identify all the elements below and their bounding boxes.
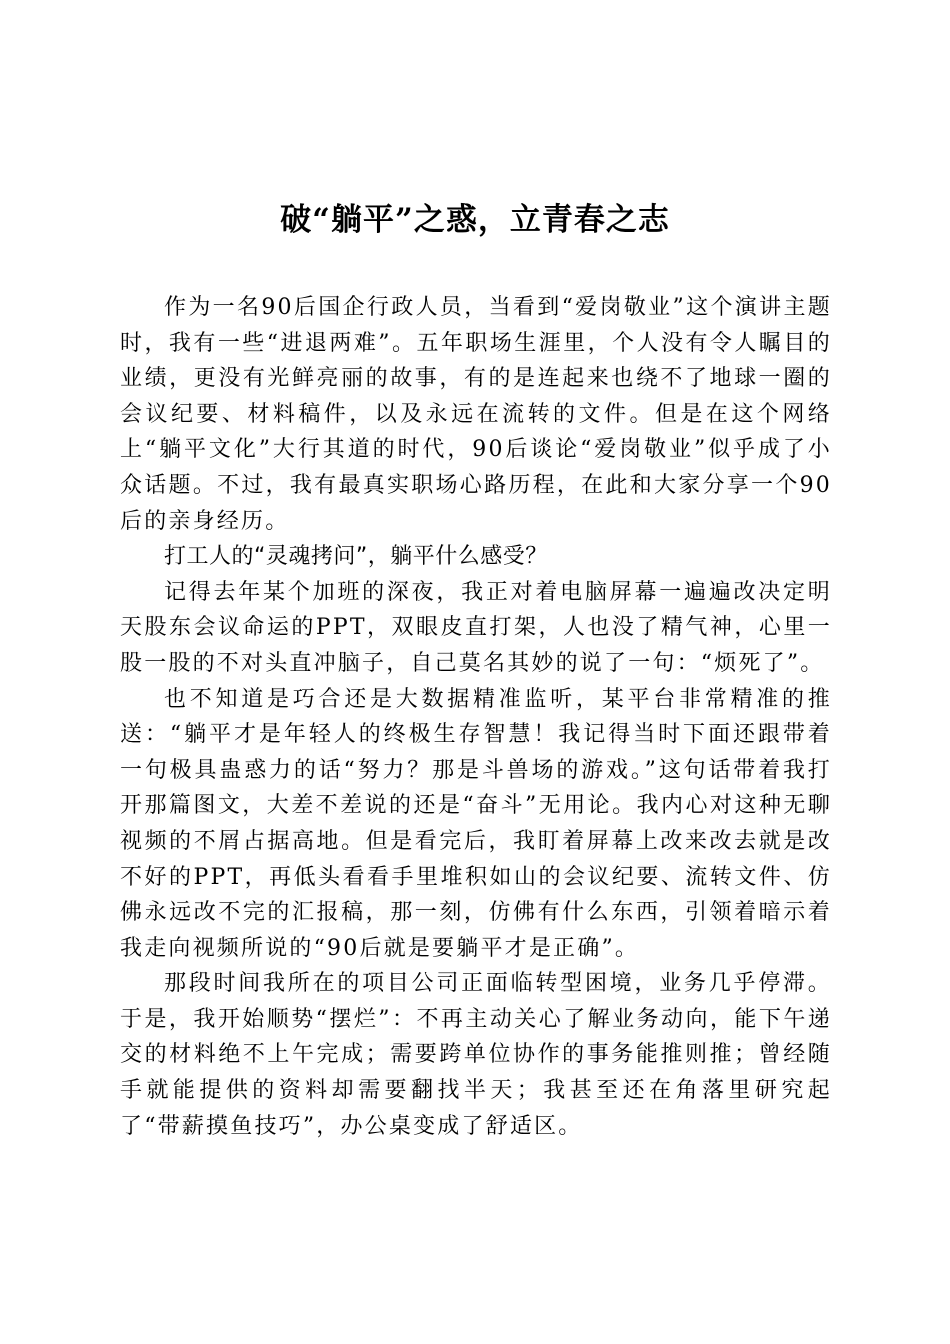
document-title: 破“躺平”之惑，立青春之志 [280,202,670,238]
paragraph-intro: 作为一名90后国企行政人员，当看到“爱岗敬业”这个演讲主题时，我有一些“进退两难”。五年职场生涯里，个人没有令人瞩目的业绩，更没有光鲜亮丽的故事，有的是连起来也绕不了地球一圈的会议纪要、材料稿件，以及永远在流转的文件。但是在这个网络上“躺平文化”大行其道的时代，90后谈论“爱岗敬业”似乎成了小众话题。不过，我有最真实职场心路历程，在此和大家分享一个90后的亲身经历。 [120,295,832,534]
paragraph-platform-push: 也不知道是巧合还是大数据精准监听，某平台非常精准的推送：“躺平才是年轻人的终极生存智慧！我记得当时下面还跟带着一句极具蛊惑力的话“努力？那是斗兽场的游戏。”这句话带着我打开那篇图文，大差不差说的还是“奋斗”无用论。我内心对这种无聊视频的不屑占据高地。但是看完后，我盯着屏幕上改来改去就是改不好的PPT，再低头看看手里堆积如山的会议纪要、流转文件、仿佛永远改不完的汇报稿，那一刻，仿佛有什么东西，引领着暗示着我走向视频所说的“90后就是要躺平才是正确”。 [120,686,832,961]
paragraph-late-night: 记得去年某个加班的深夜，我正对着电脑屏幕一遍遍改决定明天股东会议命运的PPT，双眼皮直打架，人也没了精气神，心里一股一股的不对头直冲脑子，自己莫名其妙的说了一句：“烦死了”。 [120,579,832,676]
section-heading: 打工人的“灵魂拷问”，躺平什么感受？ [164,544,548,570]
paragraph-slacking: 那段时间我所在的项目公司正面临转型困境，业务几乎停滞。于是，我开始顺势“摆烂”：不再主动关心了解业务动向，能下午递交的材料绝不上午完成；需要跨单位协作的事务能推则推；曾经随手就能提供的资料却需要翻找半天；我甚至还在角落里研究起了“带薪摸鱼技巧”，办公桌变成了舒适区。 [120,971,832,1139]
document-body [120,290,832,1144]
